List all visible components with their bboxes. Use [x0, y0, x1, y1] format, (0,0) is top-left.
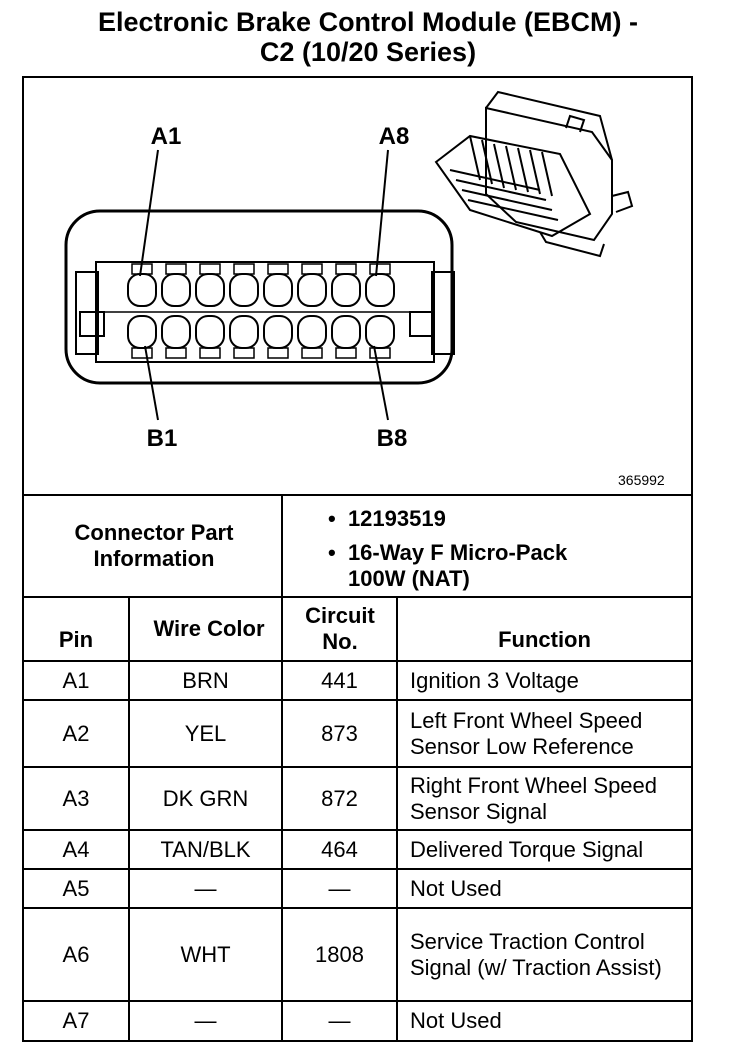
label-b8: B8 [376, 425, 408, 452]
info-divider [281, 494, 283, 598]
terminal-cavity [264, 274, 292, 306]
terminal-lock-tab [166, 348, 186, 358]
row-a7-function: Not Used [410, 1008, 502, 1033]
row-a2-pin: A2 [62, 720, 90, 746]
terminal-lock-tab [132, 348, 152, 358]
row-a2-function: Left Front Wheel Speed Sensor Low Reference [410, 707, 643, 759]
terminal-cavity [332, 316, 360, 348]
connector-info-heading: Connector Part Information [74, 520, 234, 571]
terminal-lock-tab [336, 348, 356, 358]
terminal-lock-tab [234, 264, 254, 274]
row-a6-function: Service Traction Control Signal (w/ Traction Assist) [410, 928, 662, 980]
row-a6-pin: A6 [62, 941, 90, 967]
row-a1-circuit: 441 [321, 667, 358, 693]
header-wire-color: Wire Color [153, 616, 265, 641]
row-a6-wire-color: WHT [180, 941, 231, 967]
terminal-cavity [366, 274, 394, 306]
a8-leader [376, 150, 388, 276]
row-a5-function: Not Used [410, 875, 502, 901]
terminal-cavity [332, 274, 360, 306]
document-title-line-2: C2 (10/20 Series) [259, 37, 477, 67]
row-a3-function: Right Front Wheel Speed Sensor Signal [410, 772, 658, 824]
row-a4-circuit: 464 [321, 836, 358, 862]
row-a5-pin: A5 [62, 875, 90, 901]
row-a3-pin: A3 [62, 785, 90, 811]
terminal-lock-tab [370, 264, 390, 274]
connector-series: 100W (NAT) [348, 566, 470, 591]
row-a2-wire-color: YEL [184, 720, 227, 746]
label-a1: A1 [150, 123, 182, 150]
header-function: Function [498, 627, 591, 652]
terminal-cavity [298, 274, 326, 306]
row-a1-function: Ignition 3 Voltage [410, 667, 579, 693]
connector-illustration [0, 0, 736, 500]
row-a5-wire-color: — [194, 875, 217, 901]
terminal-cavities [128, 264, 394, 358]
row-a7-circuit: — [328, 1008, 351, 1033]
row-a5-circuit: — [328, 875, 351, 901]
info-bottom-rule [22, 596, 693, 598]
terminal-cavity [298, 316, 326, 348]
a1-leader [140, 150, 158, 276]
figure-divider [22, 494, 693, 496]
terminal-cavity [230, 316, 258, 348]
terminal-cavity [196, 316, 224, 348]
row-a7-wire-color: — [194, 1008, 217, 1033]
terminal-cavity [264, 316, 292, 348]
row-a3-circuit: 872 [321, 785, 358, 811]
terminal-lock-tab [302, 348, 322, 358]
terminal-cavity [162, 316, 190, 348]
row-a4-wire-color: TAN/BLK [160, 836, 251, 862]
row-a7-pin: A7 [62, 1008, 90, 1033]
terminal-cavity [230, 274, 258, 306]
header-circuit-no: Circuit No. [305, 603, 375, 654]
row-a1-wire-color: BRN [182, 667, 229, 693]
terminal-lock-tab [200, 264, 220, 274]
header-pin: Pin [58, 627, 94, 652]
row-a2-circuit: 873 [321, 720, 358, 746]
terminal-cavity [196, 274, 224, 306]
row-a4-function: Delivered Torque Signal [410, 836, 644, 862]
label-b1: B1 [146, 425, 178, 452]
document-title-line-1: Electronic Brake Control Module (EBCM) - [97, 7, 639, 37]
label-a8: A8 [378, 123, 410, 150]
figure-number: 365992 [618, 472, 665, 488]
terminal-lock-tab [200, 348, 220, 358]
terminal-cavity [128, 316, 156, 348]
right-key-tab [410, 312, 434, 336]
row-a3-wire-color: DK GRN [162, 785, 249, 811]
row-a6-circuit: 1808 [315, 941, 364, 967]
connector-perspective-sketch [436, 92, 632, 256]
terminal-lock-tab [166, 264, 186, 274]
terminal-lock-tab [234, 348, 254, 358]
row-a4-pin: A4 [62, 836, 90, 862]
terminal-lock-tab [336, 264, 356, 274]
row-a1-pin: A1 [62, 667, 90, 693]
left-key-tab [80, 312, 104, 336]
connector-type: • 16-Way F Micro-Pack [328, 540, 568, 565]
terminal-lock-tab [268, 264, 288, 274]
connector-part-number: • 12193519 [328, 506, 446, 531]
terminal-lock-tab [370, 348, 390, 358]
terminal-cavity [366, 316, 394, 348]
terminal-lock-tab [268, 348, 288, 358]
terminal-cavity [128, 274, 156, 306]
terminal-lock-tab [302, 264, 322, 274]
terminal-cavity [162, 274, 190, 306]
